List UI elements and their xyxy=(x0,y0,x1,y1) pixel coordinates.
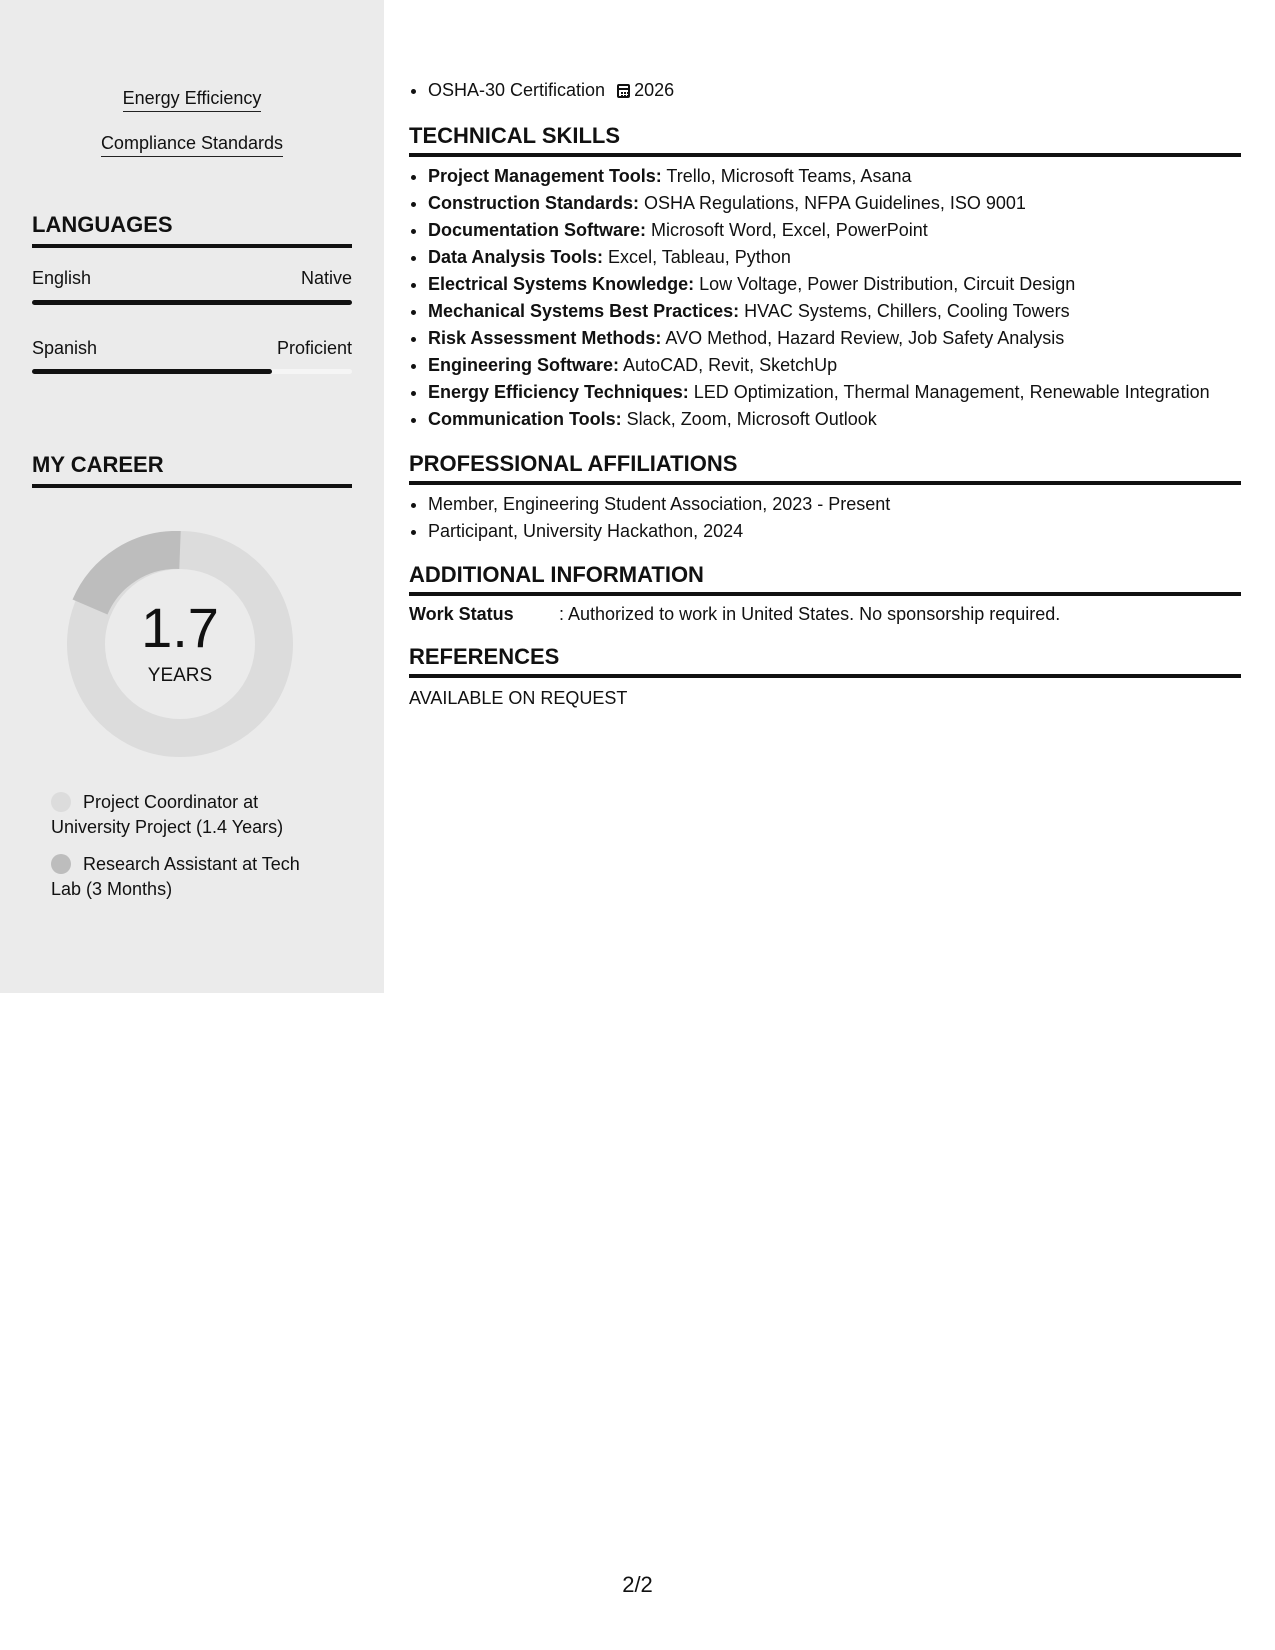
career-total-years: 1.7 xyxy=(141,596,219,659)
list-item: • Construction Standards: OSHA Regulations, NFPA Guidelines, ISO 9001 xyxy=(428,190,1260,217)
list-item: • Mechanical Systems Best Practices: HVAC Systems, Chillers, Cooling Towers xyxy=(428,298,1260,325)
work-status-row xyxy=(409,604,1060,625)
references-text: AVAILABLE ON REQUEST xyxy=(409,688,628,708)
language-proficiency-bar xyxy=(32,369,352,374)
legend-dot xyxy=(51,854,71,874)
language-name: English xyxy=(32,268,92,288)
affiliations-list xyxy=(409,491,1260,545)
language-proficiency-bar xyxy=(32,300,352,305)
affiliations-heading: PROFESSIONAL AFFILIATIONS xyxy=(409,451,1241,485)
list-item: • Project Management Tools: Trello, Microsoft Teams, Asana xyxy=(428,163,1260,190)
language-name: Spanish xyxy=(32,338,98,358)
list-item: • Participant, University Hackathon, 2024 xyxy=(428,518,1260,545)
list-item: • Documentation Software: Microsoft Word, Excel, PowerPoint xyxy=(428,217,1260,244)
list-item: • Engineering Software: AutoCAD, Revit, SketchUp xyxy=(428,352,1260,379)
language-row xyxy=(32,338,352,359)
work-status-value: : Authorized to work in United States. No sponsorship required. xyxy=(559,604,1061,624)
sidebar xyxy=(0,0,384,993)
list-item: • Member, Engineering Student Association, 2023 - Present xyxy=(428,491,1260,518)
calendar-icon xyxy=(617,84,630,98)
technical-skills-list xyxy=(409,163,1260,433)
career-heading: MY CAREER xyxy=(32,452,352,488)
work-status-label: Work Status xyxy=(409,604,514,624)
list-item: • Risk Assessment Methods: AVO Method, Hazard Review, Job Safety Analysis xyxy=(428,325,1260,352)
certification-item: • OSHA-30 Certification 2026 xyxy=(428,80,674,101)
language-proficiency-fill xyxy=(32,300,352,305)
legend-dot xyxy=(51,792,71,812)
list-item: • Data Analysis Tools: Excel, Tableau, Python xyxy=(428,244,1260,271)
additional-info-heading: ADDITIONAL INFORMATION xyxy=(409,562,1241,596)
career-legend-item: Project Coordinator at University Project (1.4 Years) xyxy=(51,792,284,837)
references-heading: REFERENCES xyxy=(409,644,1241,678)
language-level: Proficient xyxy=(276,338,352,358)
list-item: • Communication Tools: Slack, Zoom, Microsoft Outlook xyxy=(428,406,1260,433)
certification-list xyxy=(409,80,674,101)
page-number: 2/2 xyxy=(622,1572,653,1597)
list-item: • Energy Efficiency Techniques: LED Optimization, Thermal Management, Renewable Integration xyxy=(428,379,1260,406)
language-level: Native xyxy=(300,268,352,288)
list-item: • Electrical Systems Knowledge: Low Voltage, Power Distribution, Circuit Design xyxy=(428,271,1260,298)
skill-tag: Energy Efficiency xyxy=(0,88,384,109)
languages-heading: LANGUAGES xyxy=(32,212,352,248)
language-row xyxy=(32,268,352,289)
career-legend-item: Research Assistant at Tech Lab (3 Months) xyxy=(51,854,300,899)
language-proficiency-fill xyxy=(32,369,272,374)
technical-skills-heading: TECHNICAL SKILLS xyxy=(409,123,1241,157)
career-total-unit: YEARS xyxy=(147,665,213,686)
skill-tag: Compliance Standards xyxy=(0,133,384,154)
